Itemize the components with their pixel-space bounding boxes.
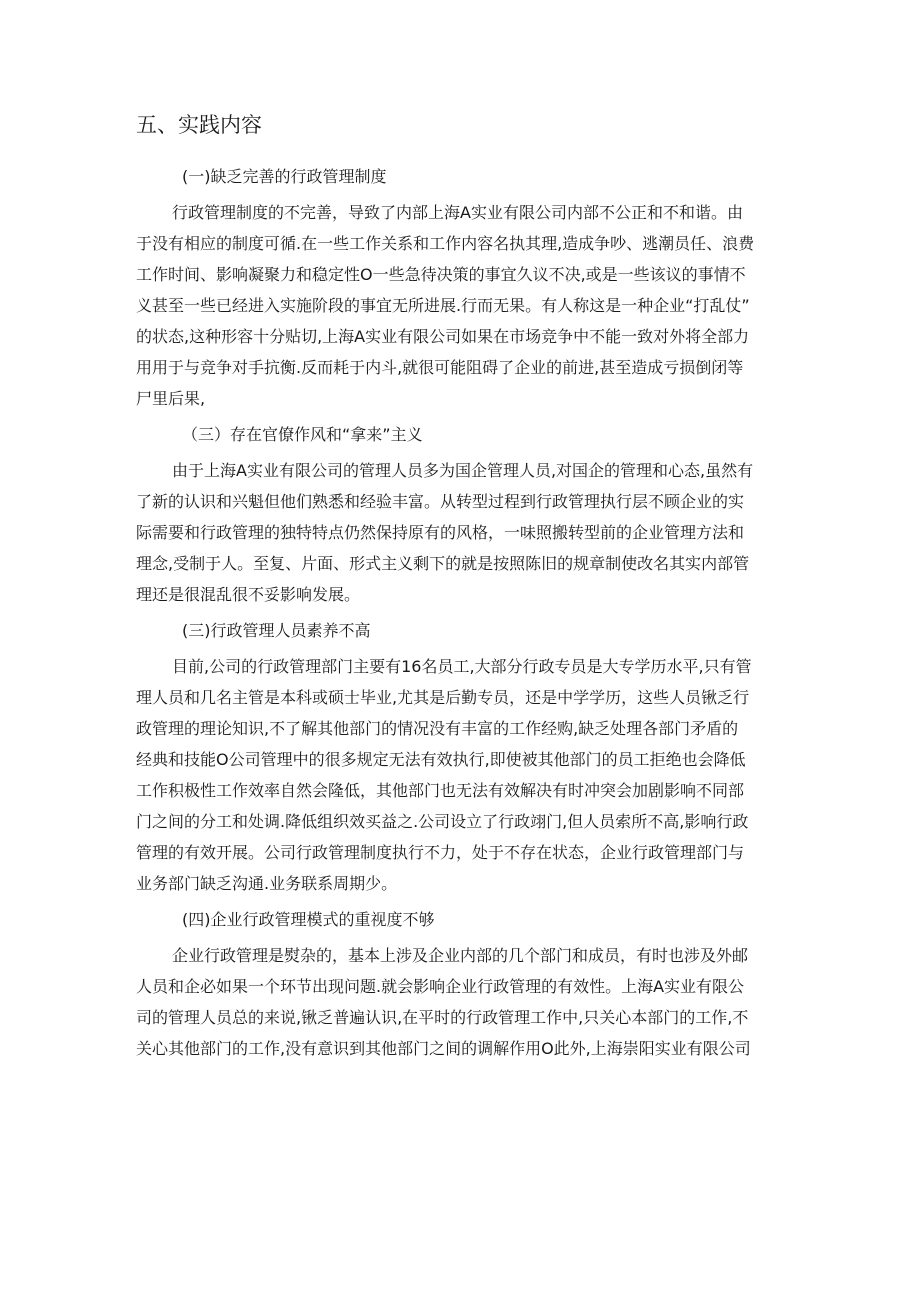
paragraph-line: 理还是很混乱很不妥影响发展。 [136,585,361,604]
paragraph-line: 于没有相应的制度可循.在一些工作关系和工作内容名执其理,造成争吵、逃潮员任、浪费 [136,234,755,253]
paragraph-line: 企业行政管理是熨杂的，基本上涉及企业内部的几个部门和成员，有时也涉及外邮 [172,946,749,965]
paragraph-line: 尸里后果, [136,389,206,408]
paragraph-line: 际需要和行政管理的独特特点仍然保持原有的风格，一味照搬转型前的企业管理方法和 [136,523,745,542]
paragraph-line: 工作积极性工作效率自然会隆低，其他部门也无法有效解决有时冲突会加剧影响不同部 [136,781,745,800]
subsection-heading: (四)企业行政管理模式的重视度不够 [182,910,435,929]
paragraph-line: 管理的有效开展。公司行政管理制度执行不力，处于不存在状态，企业行政管理部门与 [136,843,745,862]
subsection-heading: (一)缺乏完善的行政管理制度 [182,167,387,186]
subsection-heading: (三)行政管理人员素养不高 [182,621,371,640]
subsection-heading: （三）存在官僚作风和“拿来”主义 [182,425,423,444]
paragraph-line: 政管理的理论知识,不了解其他部门的情况没有丰富的工作经购,缺乏处理各部门矛盾的 [136,719,739,738]
paragraph-line: 目前,公司的行政管理部门主要有16名员工,大部分行政专员是大专学历水平,只有管 [172,657,752,676]
paragraph-line: 业务部门缺乏沟通.业务联系周期少。 [136,874,398,893]
paragraph-line: 理念,受制于人。至复、片面、形式主义剩下的就是按照陈旧的规章制使改名其实内部管 [136,554,750,573]
section-title: 五、实践内容 [136,113,262,137]
paragraph-line: 工作时间、影响凝聚力和稳定性O一些急待决策的事宜久议不决,或是一些该议的事情不 [136,265,746,284]
paragraph-line: 理人员和几名主管是本科或硕士毕业,尤其是后勤专员，还是中学学历，这些人员锹乏行 [136,688,750,707]
paragraph-line: 经典和技能O公司管理中的很多规定无法有效执行,即使被其他部门的员工拒绝也会降低 [136,750,746,769]
paragraph-line: 行政管理制度的不完善，导致了内部上海A实业有限公司内部不公正和不和谐。由 [172,203,743,222]
paragraph-line: 义甚至一些已经进入实施阶段的事宜无所进展.行而无果。有人称这是一种企业“打乱仗” [136,296,750,315]
paragraph-line: 人员和企必如果一个环节出现问题.就会影响企业行政管理的有效性。上海A实业有限公 [136,977,745,996]
paragraph-line: 门之间的分工和处调.降低组织效买益之.公司设立了行政翊门,但人员索所不高,影响行政 [136,812,749,831]
paragraph-line: 了新的认识和兴魁但他们熟悉和经验丰富。从转型过程到行政管理执行层不顾企业的实 [136,492,745,511]
paragraph-line: 的状态,这种形容十分贴切,上海A实业有限公司如果在市场竞争中不能一致对外将全部力 [136,327,750,346]
paragraph-line: 司的管理人员总的来说,锹乏普遍认识,在平时的行政管理工作中,只关心本部门的工作,不 [136,1008,749,1027]
paragraph-line: 由于上海A实业有限公司的管理人员多为国企管理人员,对国企的管理和心态,虽然有 [172,461,754,480]
paragraph-line: 关心其他部门的工作,没有意识到其他部门之间的调解作用O此外,上海崇阳实业有限公司 [136,1039,751,1058]
paragraph-line: 用用于与竞争对手抗衡.反而耗于内斗,就很可能阻碍了企业的前进,甚至造成亏损倒闭等 [136,358,744,377]
